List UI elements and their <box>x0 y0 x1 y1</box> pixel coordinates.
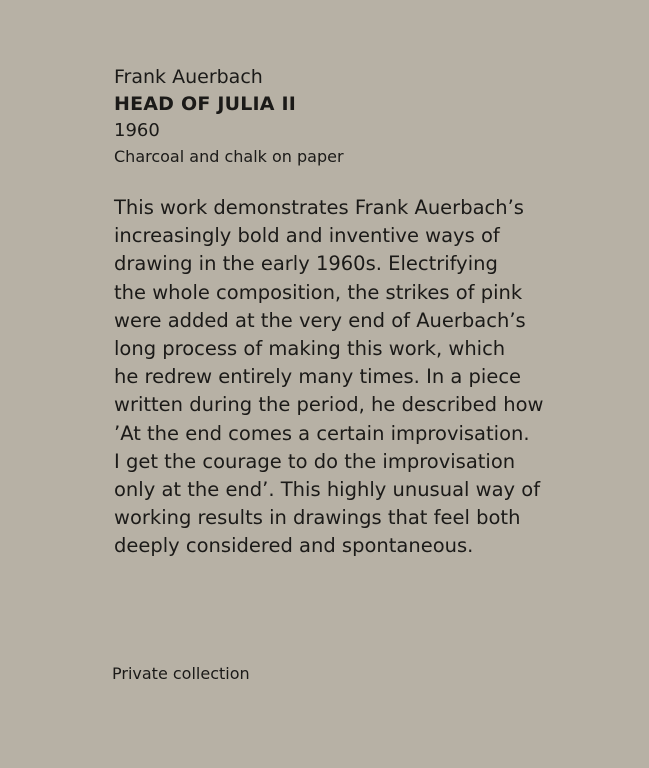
artist-name: Frank Auerbach <box>114 66 263 88</box>
artwork-medium: Charcoal and chalk on paper <box>114 147 344 166</box>
artwork-description: This work demonstrates Frank Auerbach’s increasingly bold and inventive ways of drawing in the early 1960s. Electrifying the whole composition, the strikes of pink were added at the very end of Auerbach’s long process of making this work, which he redrew entirely many times. In a piece written during the period, he described how ’At the end comes a certain improvisation. I get the courage to do the improvisation only at the end’. This highly unusual way of working results in drawings that feel both deeply considered and spontaneous. <box>114 196 544 558</box>
artwork-year: 1960 <box>114 120 160 141</box>
artwork-title: HEAD OF JULIA II <box>114 93 297 115</box>
wall-label <box>114 64 614 561</box>
credit-line: Private collection <box>112 664 250 683</box>
